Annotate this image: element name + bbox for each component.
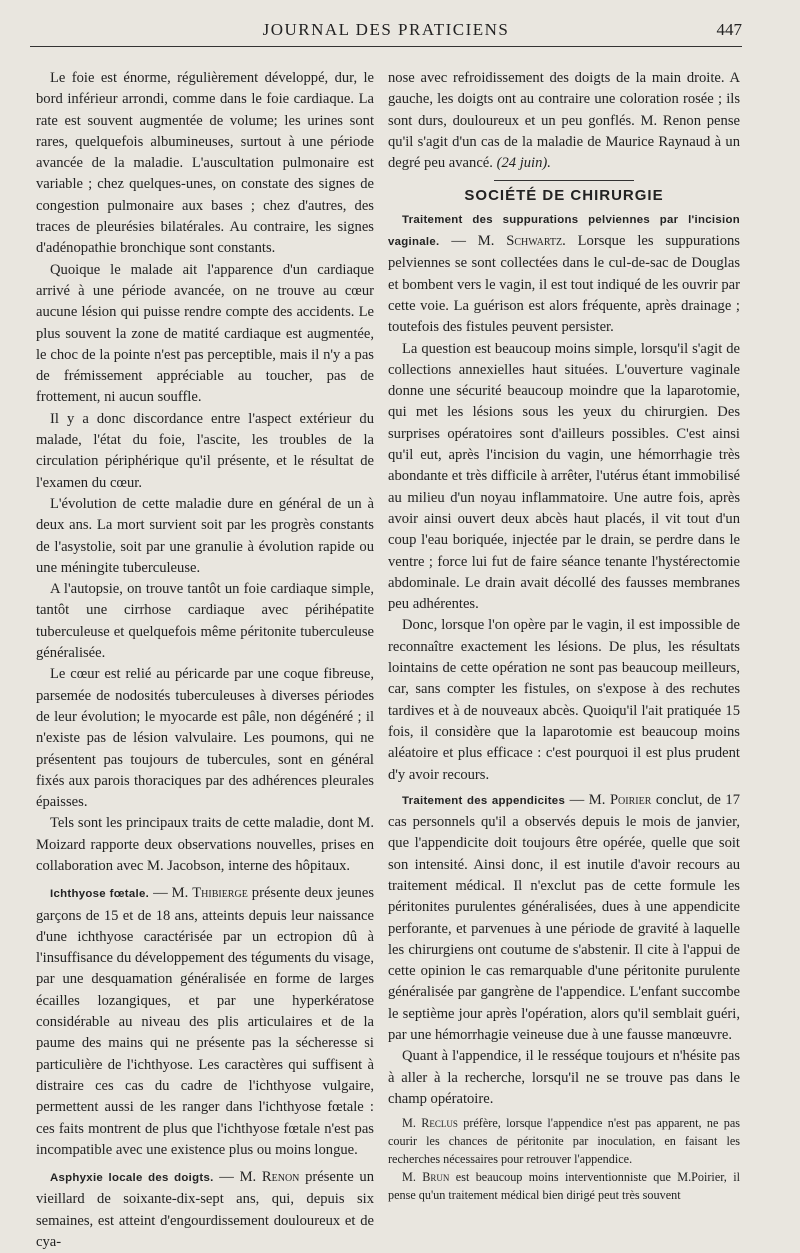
dash: — M. [149, 885, 193, 902]
paragraph: Quoique le malade ait l'apparence d'un cardiaque arrivé à une période avancée, on ne trouve au cœur aucune lésion qui puisse rendre compte des accidents. Le plus souvent la zone de matité cardiaque est augmentée, le choc de la pointe n'est pas perceptible, mais il n'y a pas de frémissement appréciable au toucher, pas de frottement, ni aucun souffle. [36, 261, 374, 406]
right-column [388, 68, 740, 1204]
paragraph-body: présente un vieillard de soixante-dix-sept ans, qui, depuis six semaines, est atteint d'engourdissement douloureux et de cya- [36, 1169, 374, 1251]
dash: — M. [439, 233, 507, 250]
author-name: Schwartz [506, 233, 563, 250]
run-in-heading: Ichthyose fœtale. [50, 888, 150, 901]
dash: — M. [565, 791, 610, 808]
paragraph-reclus [388, 1114, 740, 1168]
paragraph: A l'autopsie, on trouve tantôt un foie cardiaque simple, tantôt une cirrhose cardiaque avec périhépatite tuberculeuse et quelquefois même péritonite tuberculeuse généralisée. [36, 581, 374, 662]
paragraph-brun [388, 1168, 740, 1204]
paragraph-body: présente deux jeunes garçons de 15 et de 18 ans, atteints depuis leur naissance d'une ichthyose caractérisée par un ectropion dû à l'insuffisance du développement des téguments du visage, par une desquamation généralisée en forme de larges écailles lozangiques, et par une hyperkératose considérable au niveau des plis articulaires et de la paume des mains qui ne présente pas la sécheresse si particulière de l'ichthyose. Les caractères qui suffisent à distraire ces cas du cadre de l'ichthyose vulgaire, permettent aussi de les ranger dans l'ichthyose fœtale : ces faits montrent de plus que l'ichthyose fœtale n'est pas incompatible avec une existence plus ou moins longue. [36, 885, 374, 1158]
paragraph: Le foie est énorme, régulièrement développé, dur, le bord inférieur arrondi, comme dans le foie cardiaque. La rate est souvent augmentée de volume; les urines sont rares, quelquefois albumineuses, surtout à une période avancée de la maladie. L'auscultation pulmonaire est variable ; chez quelques-unes, on constate des signes de congestion pulmonaire aux bases ; chez d'autres, des traces de pleurésies bilatérales. Au contraire, les signes d'adénopathie bronchique sont constants. [36, 70, 374, 257]
paragraph: Donc, lorsque l'on opère par le vagin, il est impossible de reconnaître exactement les lésions. De plus, les résultats lointains de cette opération ne sont pas beaucoup meilleurs, car, sans compter les fistules, on s'expose à des rechutes tardives et à de nouveaux abcès. Quoiqu'il l'ait pratiquée 15 fois, il considère que la laparotomie est beaucoup moins aléatoire et plus efficace : c'est pourquoi il est plus prudent d'y avoir recours. [388, 617, 740, 783]
section-divider [494, 180, 634, 181]
paragraph: Le cœur est relié au péricarde par une coque fibreuse, parsemée de nodosités tuberculeuses à diverses périodes de leur évolution; le myocarde est pâle, non dégénéré ; il n'existe pas de lésion valvulaire. Les poumons, qui ne présentent pas toujours de tubercules, sont en général fixés aux parois thoraciques par des adhérences pleurales épaisses. [36, 666, 374, 811]
paragraph-suppurations [388, 209, 740, 339]
small-print-block [388, 1114, 740, 1204]
date: (24 juin). [496, 155, 551, 172]
paragraph-body: préfère, lorsque l'appendice n'est pas apparent, ne pas courir les chances de péritonite par inoculation, en faisant les recherches nécessaires pour retrouver l'appendice. [388, 1116, 740, 1167]
author-name: Brun [422, 1170, 450, 1185]
section-title: SOCIÉTÉ DE CHIRURGIE [464, 187, 664, 205]
author-name: Reclus [421, 1116, 458, 1131]
author-name: Renon [261, 1169, 300, 1186]
paragraph: La question est beaucoup moins simple, lorsqu'il s'agit de collections annexielles haut situées. L'ouverture vaginale donne une sécurité beaucoup moindre que la laparotomie, qui met les lésions sous les yeux du chirurgien. Des surprises opératoires sont d'ailleurs possibles. C'est ainsi qu'il eut, après l'incision du vagin, une hémorrhagie très abondante et très difficile à arrêter, l'utérus étant immobilisé au milieu d'un noyau inflammatoire. Une autre fois, après avoir ainsi ouvert deux abcès haut placés, il vit tout d'un coup l'eau boriquée, injectée par le drain, se perdre dans le ventre ; force lui fut de faire séance tenante l'hystérectomie abdominale. Le drain avait décollé des fausses membranes peu adhérentes. [388, 340, 740, 613]
paragraph: Il y a donc discordance entre l'aspect extérieur du malade, l'état du foie, l'ascite, les troubles de la circulation périphérique qu'il présente, et le résultat de l'examen du cœur. [36, 410, 374, 491]
paragraph-body: . Lorsque les suppurations pelviennes se sont collectées dans le cul-de-sac de Douglas et bombent vers le vagin, il est tout indiqué de les ouvrir par cette voie. La guérison est alors fréquente, après drainage ; toutefois des fistules peuvent persister. [388, 233, 740, 336]
journal-title: JOURNAL DES PRATICIENS [262, 20, 510, 39]
paragraph-body: nose avec refroidissement des doigts de la main droite. A gauche, les doigts ont au contraire une coloration rosée ; ils sont durs, douloureux et un peu gonflés. M. Renon pense qu'il s'agit d'un cas de la maladie de Maurice Raynaud à un degré peu avancé. [388, 70, 740, 172]
paragraph-continued [388, 68, 740, 174]
paragraph-asphyxie [36, 1167, 374, 1253]
page-header [30, 18, 742, 47]
page-number: 447 [716, 20, 742, 39]
run-in-heading: Traitement des suppurations pelviennes par l'incision vaginale. [388, 213, 740, 249]
author-name: Poirier [609, 791, 652, 808]
paragraph: L'évolution de cette maladie dure en général de un à deux ans. La mort survient soit par les progrès constants de l'asystolie, soit par une granulie à évolution rapide ou une méningite tuberculeuse. [36, 495, 374, 576]
author-name: Thibierge [192, 885, 248, 902]
paragraph-ichthyose [36, 883, 374, 1161]
prefix: M. [402, 1116, 422, 1131]
run-in-heading: Asphyxie locale des doigts. [50, 1172, 214, 1185]
dash: — M. [213, 1169, 262, 1186]
left-column [36, 68, 374, 1253]
paragraph-appendicites [388, 790, 740, 1047]
paragraph: Tels sont les principaux traits de cette maladie, dont M. Moizard rapporte deux observations nouvelles, prises en collaboration avec M. Jacobson, interne des hôpitaux. [36, 815, 374, 874]
run-in-heading: Traitement des appendicites [402, 794, 566, 807]
paragraph-body: est beaucoup moins interventionniste que M.Poirier, il pense qu'un traitement médical bien dirigé peut très souvent [388, 1170, 740, 1203]
paragraph: Quant à l'appendice, il le resséque toujours et n'hésite pas à aller à la recherche, lorsqu'il ne se trouve pas dans le champ opératoire. [388, 1048, 740, 1107]
prefix: M. [402, 1170, 423, 1185]
paragraph-body: conclut, de 17 cas personnels qu'il a observés depuis le mois de janvier, que l'appendicite doit toujours être opérée, quelle que soit son intensité. Ainsi donc, il est inutile d'avoir recours au traitement médical. Il n'exclut pas de cette formule les péritonites purulentes généralisées, dues à une appendicite perforante, et parvenues à une période de gravité à laquelle les chirurgiens ont coutume de s'abstenir. Il cite à l'appui de cette opinion le cas remarquable d'une péritonite purulente généralisée par gangrène de l'appendice. L'enfant succombe le septième jour après l'opération, alors qu'il semblait guéri, par une hémorrhagie veineuse due à une fausse manœuvre. [388, 791, 740, 1044]
